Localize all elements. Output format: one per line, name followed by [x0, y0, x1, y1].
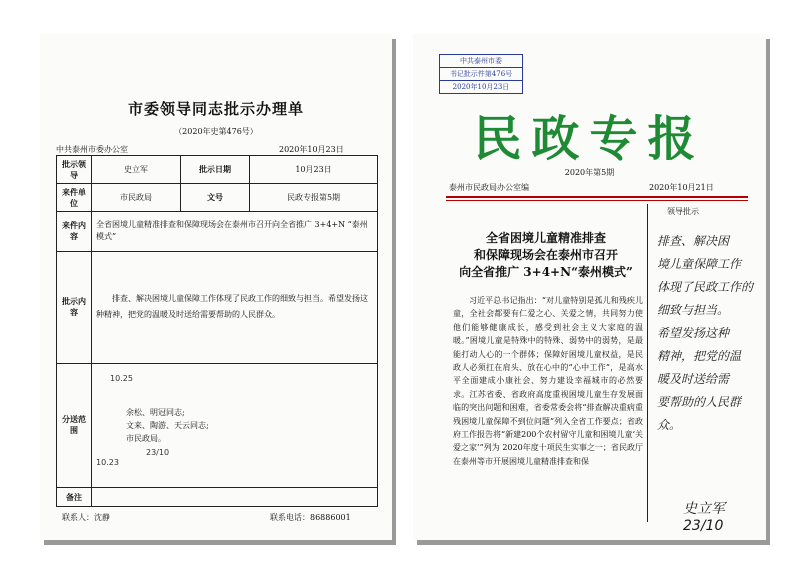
label-instruction-date: 批示日期 — [181, 156, 250, 184]
stamp-line: 2020年10月23日 — [452, 83, 510, 91]
label-leader: 批示领导 — [57, 156, 92, 184]
handwriting-line: 境儿童保障工作 — [657, 257, 742, 271]
form-date: 2020年10月23日 — [279, 145, 344, 154]
handwritten-note: 10.25 — [110, 373, 133, 383]
value-instruction-content: 排查、解决困境儿童保障工作体现了民政工作的细致与担当。希望发扬这种精神，把党的温暖及时送给需要帮助的人民群众。 — [92, 251, 378, 363]
value-distribution — [92, 363, 378, 488]
headline-line: 全省困境儿童精准排查 — [485, 231, 606, 245]
value-source-content: 全省困境儿童精准排查和保障现场会在泰州市召开向全省推广 3+4+N “泰州模式” — [92, 212, 378, 251]
handwriting-line: 要帮助的人民群众。 — [657, 395, 742, 432]
bulletin-issue: 2020年第5期 — [564, 168, 615, 177]
label-source-unit: 来件单位 — [57, 184, 92, 212]
table-row — [57, 251, 378, 363]
handwritten-note: 23/10 — [146, 447, 170, 457]
editing-office: 泰州市民政局办公室编 — [449, 183, 529, 192]
instruction-table — [56, 155, 378, 507]
value-doc-number: 民政专报第5期 — [250, 184, 378, 212]
civil-affairs-bulletin-page — [413, 34, 766, 540]
table-row — [57, 184, 378, 212]
handwritten-note: 10.23 — [96, 457, 119, 467]
value-instruction-date: 10月23日 — [250, 156, 378, 184]
label-instruction-content: 批示内容 — [57, 251, 92, 363]
distribution-line: 市民政局。 — [126, 433, 166, 443]
article-headline — [446, 230, 646, 281]
bulletin-masthead: 民政专报 — [473, 111, 706, 167]
instruction-form-page — [40, 34, 392, 540]
contact-phone: 联系电话：86886001 — [270, 513, 351, 522]
stamp-line: 书记批示件第476号 — [440, 68, 522, 81]
headline-line: 和保障现场会在泰州市召开 — [473, 248, 618, 262]
red-divider — [446, 196, 748, 198]
red-divider-thin — [446, 200, 748, 201]
distribution-line: 文来、陶游、天云同志; — [126, 420, 209, 430]
handwriting-line: 精神，把党的温 — [657, 349, 742, 363]
table-row — [57, 363, 378, 488]
label-remarks: 备注 — [57, 488, 92, 507]
contact-person: 联系人：沈静 — [62, 513, 110, 522]
receipt-stamp — [439, 54, 523, 94]
handwriting-line: 排查、解决困 — [657, 234, 730, 248]
table-row — [57, 212, 378, 251]
handwriting-line: 暖及时送给需 — [657, 372, 730, 386]
issuing-office: 中共泰州市委办公室 — [56, 145, 128, 154]
value-leader: 史立军 — [92, 156, 181, 184]
handwriting-line: 细致与担当。 — [657, 303, 730, 317]
label-source-content: 来件内容 — [57, 212, 92, 251]
stamp-line: 中共泰州市委 — [440, 55, 522, 68]
document-number: （2020年史第476号） — [174, 127, 258, 136]
handwritten-instruction — [657, 230, 763, 437]
handwriting-line: 体现了民政工作的 — [657, 280, 754, 294]
handwritten-signature: 史立军 23/10 — [683, 501, 725, 534]
form-title: 市委领导同志批示办理单 — [127, 100, 304, 118]
table-row — [57, 156, 378, 184]
label-distribution: 分送范围 — [57, 363, 92, 488]
article-body: 习近平总书记指出：“对儿童特别是孤儿和残疾儿童，全社会都要有仁爱之心、关爱之情，共同努力使他们能够健康成长，感受到社会主义大家庭的温暖。”困境儿童是特殊中的特殊、弱势中的弱势，是最能打动人心的一个群体；保障好困境儿童权益，是民政人必须扛在肩头、放在心中的“心中工作”，是高水平全面建成小康社会、努力建设幸福城市的必然要求。江苏省委、省政府高度重视困境儿童生存发展面临的突出问题和困难，省委常委会将“排查解决重病重残困境儿童保障不到位问题”列入全省工作要点；省政府工作报告将“新建200个农村留守儿童和困境儿童‘关爱之家’”列为 2020年度十项民生实事之一；省民政厅在泰州等市开展困境儿童精准排查和保 — [453, 296, 643, 466]
handwriting-line: 希望发扬这种 — [657, 326, 730, 340]
distribution-line: 余松、明冠同志; — [126, 407, 185, 417]
table-row — [57, 488, 378, 507]
headline-line: 向全省推广 3+4+N“泰州模式” — [459, 265, 633, 279]
column-divider — [647, 204, 648, 522]
leader-instruction-label: 领导批示 — [667, 207, 699, 216]
value-source-unit: 市民政局 — [92, 184, 181, 212]
label-doc-number: 文号 — [181, 184, 250, 212]
bulletin-date: 2020年10月21日 — [649, 183, 714, 192]
value-remarks — [92, 488, 378, 507]
